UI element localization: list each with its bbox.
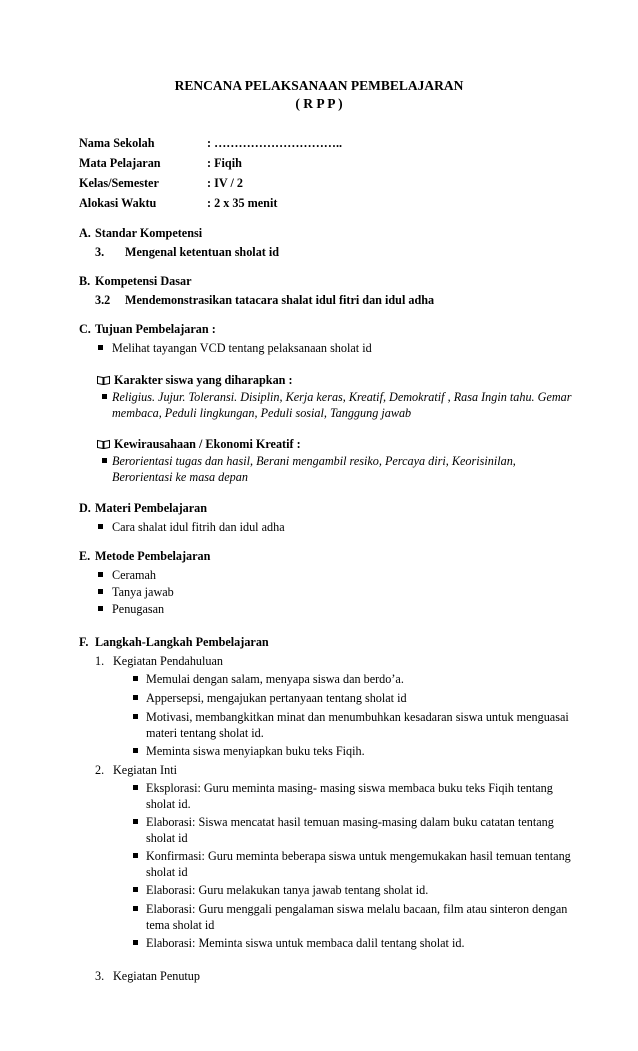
identity-label: Kelas/Semester <box>79 176 159 190</box>
bullet-icon <box>98 572 103 577</box>
section-letter: B. <box>79 274 91 288</box>
doc-subtitle: ( R P P ) <box>295 96 343 111</box>
bullet-icon <box>133 853 138 858</box>
book-icon <box>97 439 110 449</box>
identity-row-class <box>79 175 342 195</box>
bullet-icon <box>98 524 103 529</box>
list-item: Cara shalat idul fitrih dan idul adha <box>79 519 579 536</box>
list-item: Appersepsi, mengajukan pertanyaan tentang sholat id <box>95 690 579 707</box>
list-item: Memulai dengan salam, menyapa siswa dan berdo’a. <box>95 671 579 688</box>
bullet-icon <box>133 887 138 892</box>
step-heading: 2. Kegiatan Inti <box>95 763 177 777</box>
sub-number: 3. <box>95 245 105 259</box>
identity-value: : Fiqih <box>207 156 242 170</box>
section-letter: F. <box>79 635 89 649</box>
identity-label: Alokasi Waktu <box>79 196 157 210</box>
bullet-icon <box>98 589 103 594</box>
bullet-icon <box>98 606 103 611</box>
karakter-list <box>79 389 579 421</box>
metode-list <box>79 567 579 618</box>
sub-number: 3.2 <box>95 293 111 307</box>
sub-text: Mendemonstrasikan tatacara shalat idul fitri dan idul adha <box>125 293 435 307</box>
section-letter: A. <box>79 226 91 240</box>
identity-label: Mata Pelajaran <box>79 156 161 170</box>
section-heading: Tujuan Pembelajaran : <box>95 322 216 336</box>
section-letter: D. <box>79 501 91 515</box>
bullet-icon <box>133 748 138 753</box>
tujuan-list <box>79 340 579 357</box>
materi-list <box>79 519 579 536</box>
list-item: Religius. Jujur. Toleransi. Disiplin, Kerja keras, Kreatif, Demokratif , Rasa Ingin tahu. Gemar membaca, Peduli lingkungan, Peduli sosial, Tanggung jawab <box>79 389 579 421</box>
bullet-icon <box>133 695 138 700</box>
section-standar-kompetensi <box>79 225 579 263</box>
step-heading: 3. Kegiatan Penutup <box>95 969 200 983</box>
identity-row-subject <box>79 155 342 175</box>
list-item: Penugasan <box>79 601 579 618</box>
section-heading: Standar Kompetensi <box>95 226 203 240</box>
karakter-heading: Karakter siswa yang diharapkan : <box>79 371 579 389</box>
step-heading: 1. Kegiatan Pendahuluan <box>95 654 223 668</box>
section-materi <box>79 500 579 536</box>
section-langkah <box>79 634 579 986</box>
identity-value: : ………………………….. <box>207 136 343 150</box>
list-item: Elaborasi: Guru melakukan tanya jawab tentang sholat id. <box>95 882 579 899</box>
wirausaha-heading: Kewirausahaan / Ekonomi Kreatif : <box>79 435 579 453</box>
section-heading: Kompetensi Dasar <box>95 274 192 288</box>
list-item: Motivasi, membangkitkan minat dan menumbuhkan kesadaran siswa untuk menguasai materi tentang sholat id. <box>95 709 579 741</box>
identity-value: : 2 x 35 menit <box>207 196 278 210</box>
bullet-icon <box>133 940 138 945</box>
book-icon <box>97 375 110 385</box>
langkah-list <box>79 653 579 986</box>
list-item: Elaborasi: Meminta siswa untuk membaca dalil tentang sholat id. <box>95 935 579 952</box>
list-item: Ceramah <box>79 567 579 584</box>
list-item: Konfirmasi: Guru meminta beberapa siswa untuk mengemukakan hasil temuan tentang sholat id <box>95 848 579 880</box>
list-item: Eksplorasi: Guru meminta masing- masing siswa membaca buku teks Fiqih tentang sholat id. <box>95 780 579 812</box>
bullet-icon <box>133 785 138 790</box>
bullet-icon <box>133 714 138 719</box>
list-item: Melihat tayangan VCD tentang pelaksanaan sholat id <box>79 340 579 357</box>
section-kompetensi-dasar <box>79 273 579 311</box>
bullet-icon <box>98 345 103 350</box>
list-item: Tanya jawab <box>79 584 579 601</box>
step-items <box>95 780 579 952</box>
bullet-icon <box>133 819 138 824</box>
doc-title: RENCANA PELAKSANAAN PEMBELAJARAN <box>174 78 464 93</box>
list-item: Meminta siswa menyiapkan buku teks Fiqih. <box>95 743 579 760</box>
identity-value: : IV / 2 <box>207 176 244 190</box>
step-items <box>95 671 579 760</box>
bullet-icon <box>102 394 107 399</box>
section-metode <box>79 548 579 618</box>
section-letter: C. <box>79 322 91 336</box>
bullet-icon <box>133 676 138 681</box>
list-item: Elaborasi: Guru menggali pengalaman siswa melalu bacaan, film atau sinteron dengan tema sholat id <box>95 901 579 933</box>
wirausaha-list <box>79 453 579 485</box>
list-item: Berorientasi tugas dan hasil, Berani mengambil resiko, Percaya diri, Keorisinilan, Berorientasi ke masa depan <box>79 453 579 485</box>
identity-row-school <box>79 135 342 155</box>
section-heading: Metode Pembelajaran <box>95 549 211 563</box>
bullet-icon <box>133 906 138 911</box>
list-item: Elaborasi: Siswa mencatat hasil temuan masing-masing dalam buku catatan tentang sholat id <box>95 814 579 846</box>
section-letter: E. <box>79 549 91 563</box>
identity-row-time <box>79 195 342 215</box>
bullet-icon <box>102 458 107 463</box>
section-heading: Materi Pembelajaran <box>95 501 208 515</box>
section-heading: Langkah-Langkah Pembelajaran <box>95 635 269 649</box>
sub-text: Mengenal ketentuan sholat id <box>125 245 280 259</box>
identity-block <box>79 135 342 215</box>
section-tujuan <box>79 321 579 485</box>
identity-label: Nama Sekolah <box>79 136 155 150</box>
